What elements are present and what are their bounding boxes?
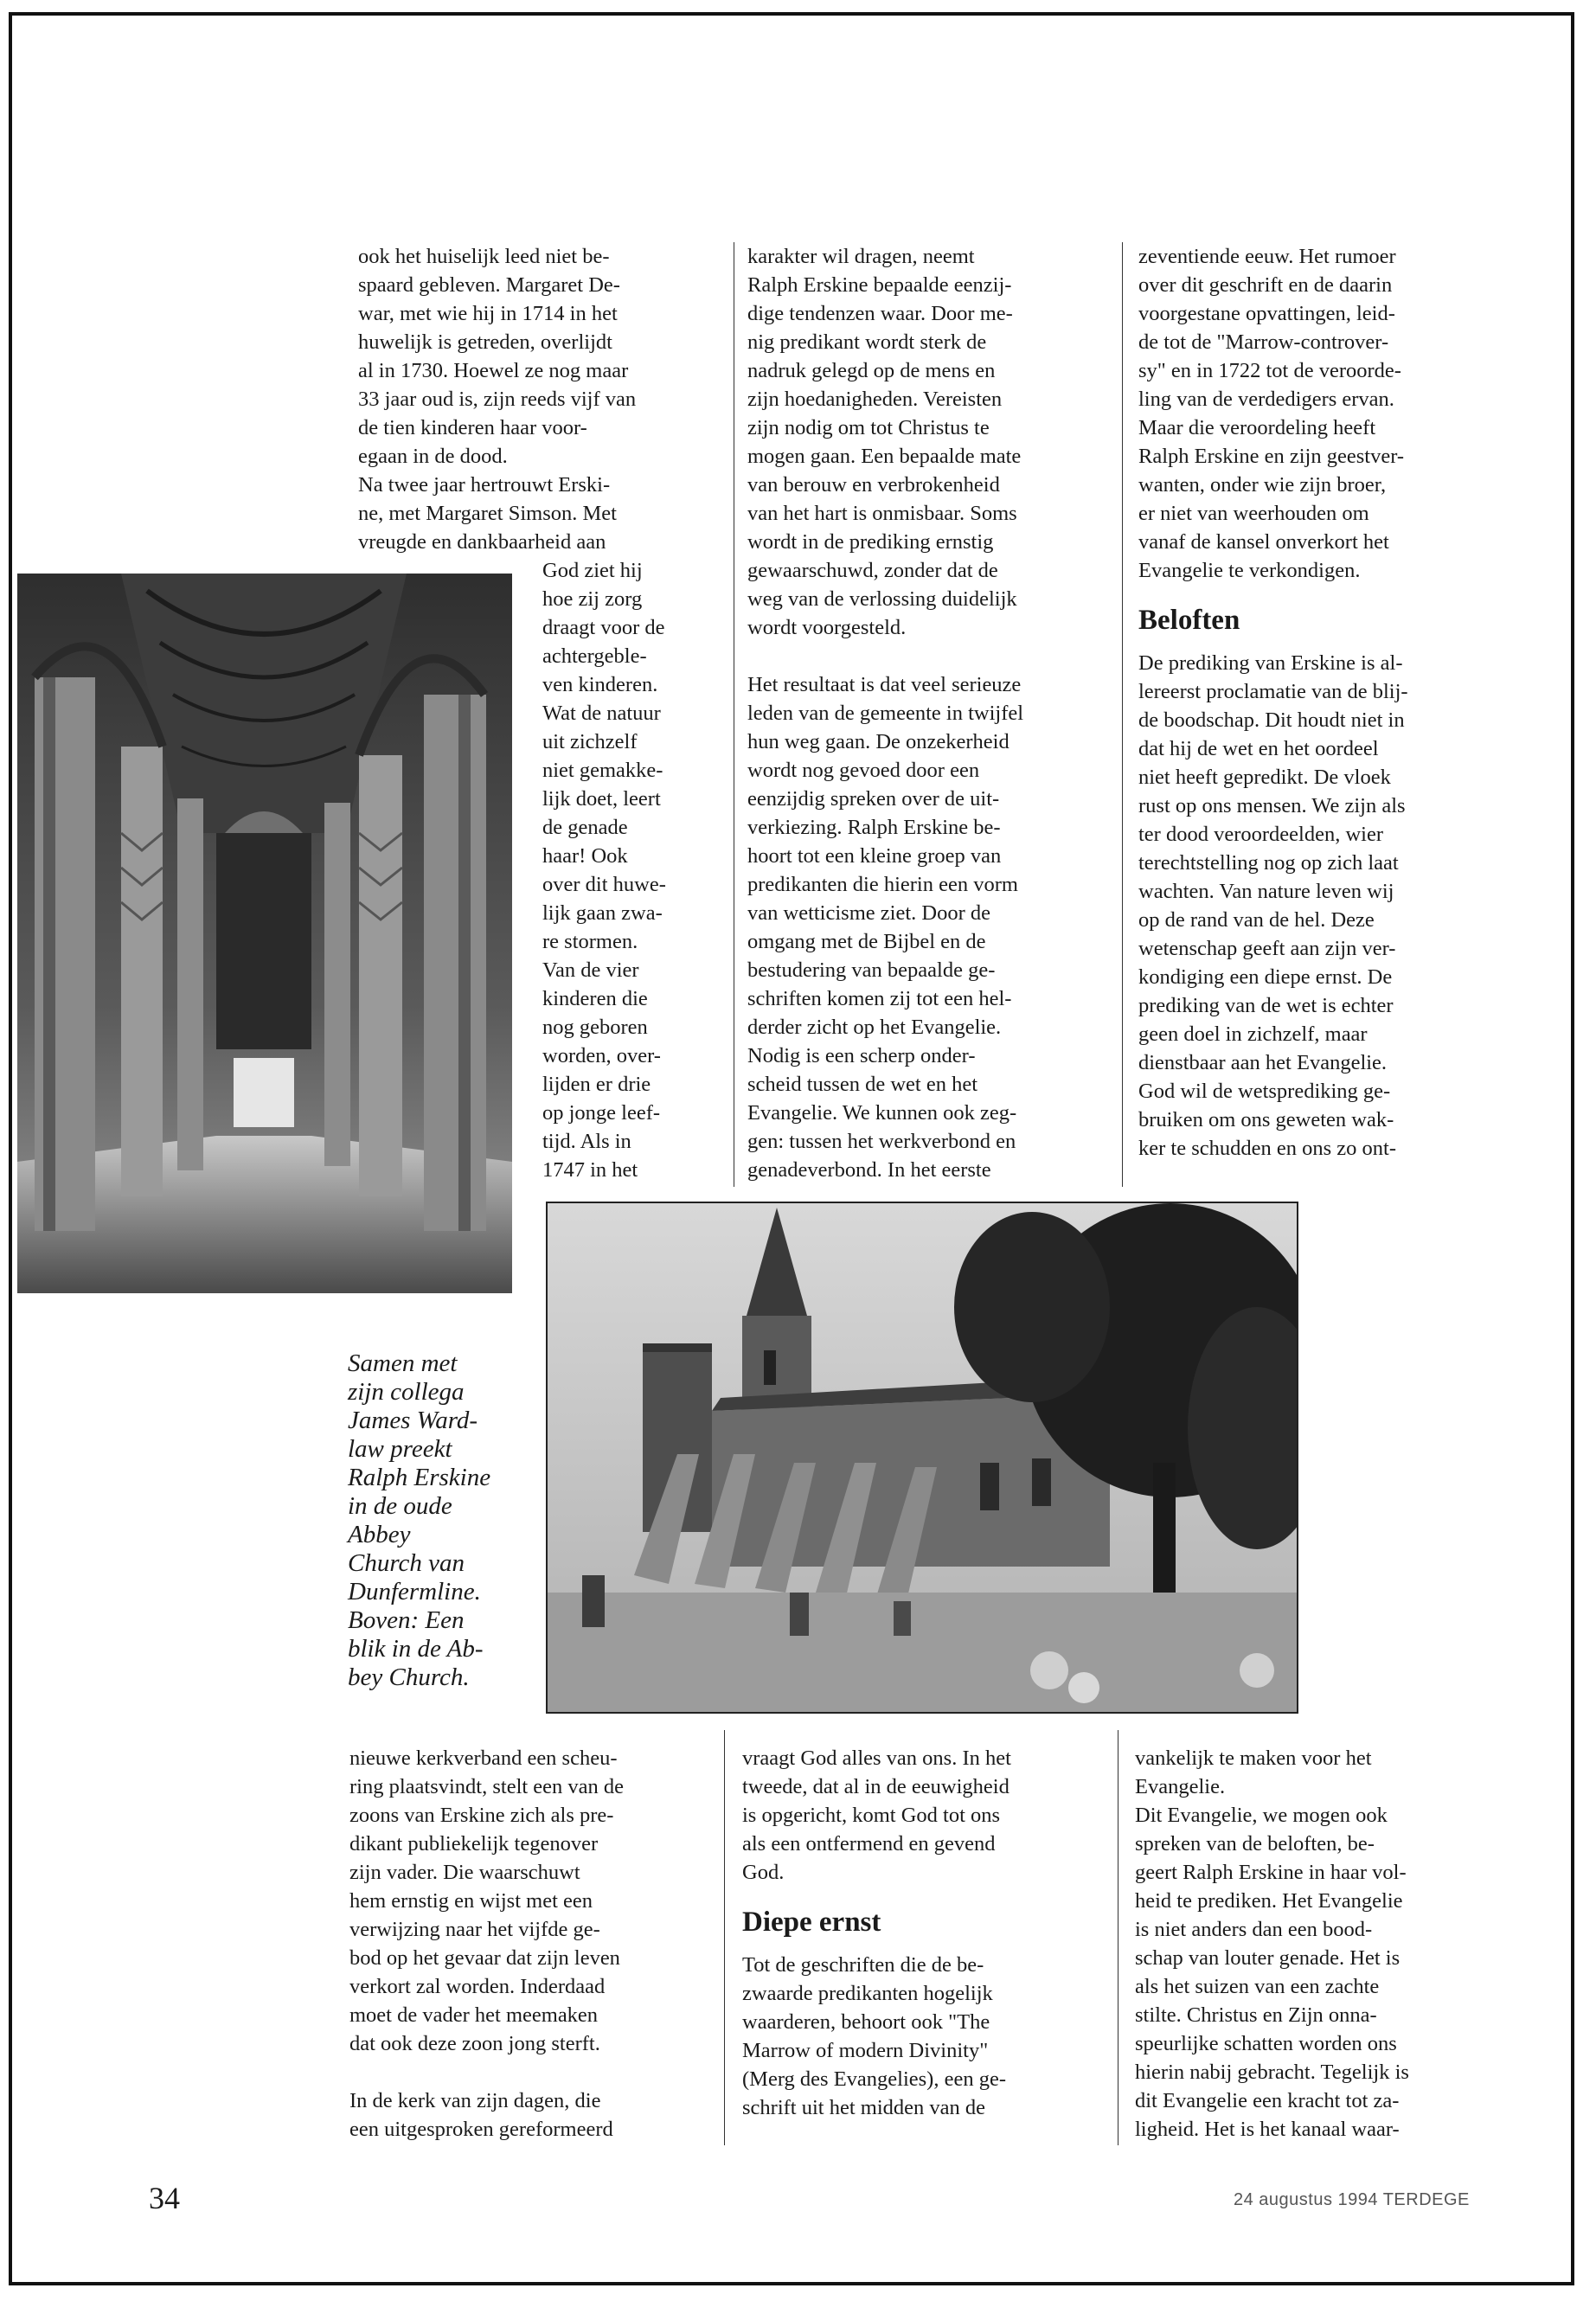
- paragraph: Tot de geschriften die de be- zwaarde predikanten hogelijk waarderen, behoort ook "The Marrow of modern Divinity" (Merg des Evangelies), een ge- schrift uit het midden van de: [742, 1953, 1006, 2119]
- paragraph: Het resultaat is dat veel serieuze leden van de gemeente in twijfel hun weg gaan. De onzekerheid wordt nog gevoed door een eenzijdig spreken over de uit- verkiezing. Ralph Erskine be- hoort tot een kleine groep van predikanten die hierin een vorm van wetticisme ziet. Door de omgang met de Bijbel en de bestudering van bepaalde ge- schriften komen zij tot een hel- derder zicht op het Evangelie. Nodig is een scherp onder- scheid tussen de wet en het Evangelie. We kunnen ook zeg- gen: tussen het werkverbond en genadeverbond. In het eerste: [747, 673, 1024, 1182]
- paragraph: In de kerk van zijn dagen, die een uitgesproken gereformeerd: [349, 2089, 613, 2141]
- paragraph: vraagt God alles van ons. In het tweede, dat al in de eeuwigheid is opgericht, komt God tot ons als een ontfermend en gevend God.: [742, 1747, 1011, 1884]
- column-1-top-wrap: [542, 556, 715, 1184]
- abbey-interior-photo: [17, 574, 512, 1293]
- paragraph: God ziet hij hoe zij zorg draagt voor de achtergeble- ven kinderen. Wat de natuur uit zichzelf niet gemakke- lijk doet, leert de genade haar! Ook over dit huwe- lijk gaan zwa- re stormen. Van de vier kinderen die nog geboren worden, over- lijden er drie op jonge leef- tijd. Als in 1747 in het: [542, 559, 666, 1182]
- section-heading: Diepe ernst: [742, 1907, 881, 1938]
- column-2-top: [747, 242, 1111, 1184]
- column-3-top: [1138, 242, 1510, 1163]
- paragraph: De prediking van Erskine is al- lereerst proclamatie van de blij- de boodschap. Dit houdt niet in dat hij de wet en het oordeel niet heeft gepredikt. De vloek rust op ons mensen. We zijn als ter dood veroordeelden, wier terechtstelling nog op zich laat wachten. Van nature leven wij op de rand van de hel. Deze wetenschap geeft aan zijn ver- kondiging een diepe ernst. De prediking van de wet is echter geen doel in zichzelf, maar dienstbaar aan het Evangelie. God wil de wetsprediking ge- bruiken om ons geweten wak- ker te schudden en ons zo ont-: [1138, 651, 1408, 1160]
- column-2-bottom: [742, 1744, 1106, 2122]
- column-rule: [724, 1730, 725, 2145]
- paragraph: vankelijk te maken voor het Evangelie. Dit Evangelie, we mogen ook spreken van de beloften, be- geert Ralph Erskine in haar vol- heid te prediken. Het Evangelie is niet anders dan een bood- schap van louter genade. Het is als het suizen van een zachte stilte. Christus en Zijn onna- speurlijke schatten worden ons hierin nabij gebracht. Tegelijk is dit Evangelie een kracht tot za- ligheid. Het is het kanaal waar-: [1135, 1747, 1409, 2141]
- column-1-top: [358, 242, 713, 556]
- paragraph: ook het huiselijk leed niet be- spaard gebleven. Margaret De- war, met wie hij in 1714 in het huwelijk is getreden, overlijdt al in 1730. Hoewel ze nog maar 33 jaar oud is, zijn reeds vijf van de tien kinderen haar voor- egaan in de dood. Na twee jaar hertrouwt Erski- ne, met Margaret Simson. Met vreugde en dankbaarheid aan: [358, 245, 637, 554]
- paragraph: karakter wil dragen, neemt Ralph Erskine bepaalde eenzij- dige tendenzen waar. Door me- nig predikant wordt sterk de nadruk gelegd op de mens en zijn hoedanigheden. Vereisten zijn nodig om tot Christus te mogen gaan. Een bepaalde mate van berouw en verbrokenheid van het hart is onmisbaar. Soms wordt in de prediking ernstig gewaarschuwd, zonder dat de weg van de verlossing duidelijk wordt voorgesteld.: [747, 245, 1022, 639]
- page-footer: 24 augustus 1994 TERDEGE: [1234, 2190, 1470, 2209]
- column-3-bottom: [1135, 1744, 1507, 2144]
- page-number: 34: [149, 2181, 180, 2215]
- section-heading: Beloften: [1138, 605, 1240, 636]
- column-rule: [1122, 242, 1123, 1187]
- photo-caption: Samen met zijn collega James Ward- law preekt Ralph Erskine in de oude Abbey Church van Dunfermline. Boven: Een blik in de Ab- bey Church.: [348, 1349, 491, 1691]
- abbey-exterior-photo: [546, 1202, 1298, 1714]
- paragraph: nieuwe kerkverband een scheu- ring plaatsvindt, stelt een van de zoons van Erskine zich als pre- dikant publiekelijk tegenover zijn vader. Die waarschuwt hem ernstig en wijst met een verwijzing naar het vijfde ge- bod op het gevaar dat zijn leven verkort zal worden. Inderdaad moet de vader het meemaken dat ook deze zoon jong sterft.: [349, 1747, 625, 2055]
- paragraph: zeventiende eeuw. Het rumoer over dit geschrift en de daarin voorgestane opvattingen, leid- de tot de "Marrow-controver- sy" en in 1722 tot de veroorde- ling van de verdedigers ervan. Maar die veroordeling heeft Ralph Erskine en zijn geestver- wanten, onder wie zijn broer, er niet van weerhouden om vanaf de kansel onverkort het Evangelie te verkondigen.: [1138, 245, 1405, 582]
- column-1-bottom: [349, 1744, 713, 2144]
